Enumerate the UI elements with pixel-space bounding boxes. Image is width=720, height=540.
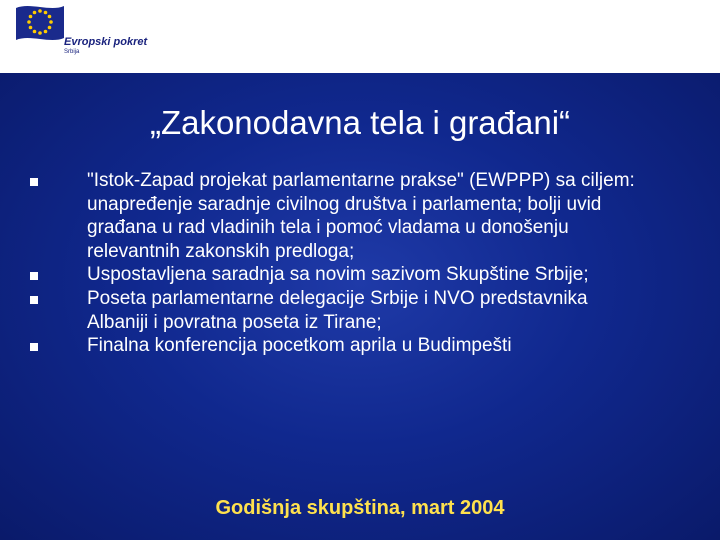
- bullet-text: Uspostavljena saradnja sa novim sazivom Skupštine Srbije;: [87, 264, 589, 286]
- bullet-item: [0, 169, 647, 263]
- evropski-pokret-logo: [10, 2, 180, 68]
- bullet-text: Finalna konferencija pocetkom aprila u Budimpešti: [87, 335, 512, 357]
- logo-text-secondary: Srbija: [64, 49, 80, 55]
- square-bullet-icon: [30, 272, 38, 280]
- slide-title: „Zakonodavna tela i građani“: [149, 104, 571, 141]
- bullet-item: [0, 334, 647, 358]
- square-bullet-icon: [30, 343, 38, 351]
- slide-body: [0, 73, 720, 540]
- logo-text-primary: Evropski pokret: [64, 36, 148, 48]
- bullet-text: Poseta parlamentarne delegacije Srbije i NVO predstavnika Albaniji i povratna poseta iz Tirane;: [87, 287, 588, 333]
- eu-flag-icon: [14, 2, 66, 42]
- bullet-item: [0, 263, 647, 287]
- bullet-text: "Istok-Zapad projekat parlamentarne prakse" (EWPPP) sa ciljem: unapređenje saradnje civilnog društva i parlamenta; bolji uvid građana u rad vladinih tela i pomoć vladama u donošenju relevantnih zakonskih predloga;: [87, 170, 635, 262]
- square-bullet-icon: [30, 296, 38, 304]
- square-bullet-icon: [30, 178, 38, 186]
- bullet-list: [0, 169, 720, 358]
- bullet-item: [0, 287, 647, 334]
- header-bar: [0, 0, 720, 73]
- slide-footer: Godišnja skupština, mart 2004: [215, 497, 505, 519]
